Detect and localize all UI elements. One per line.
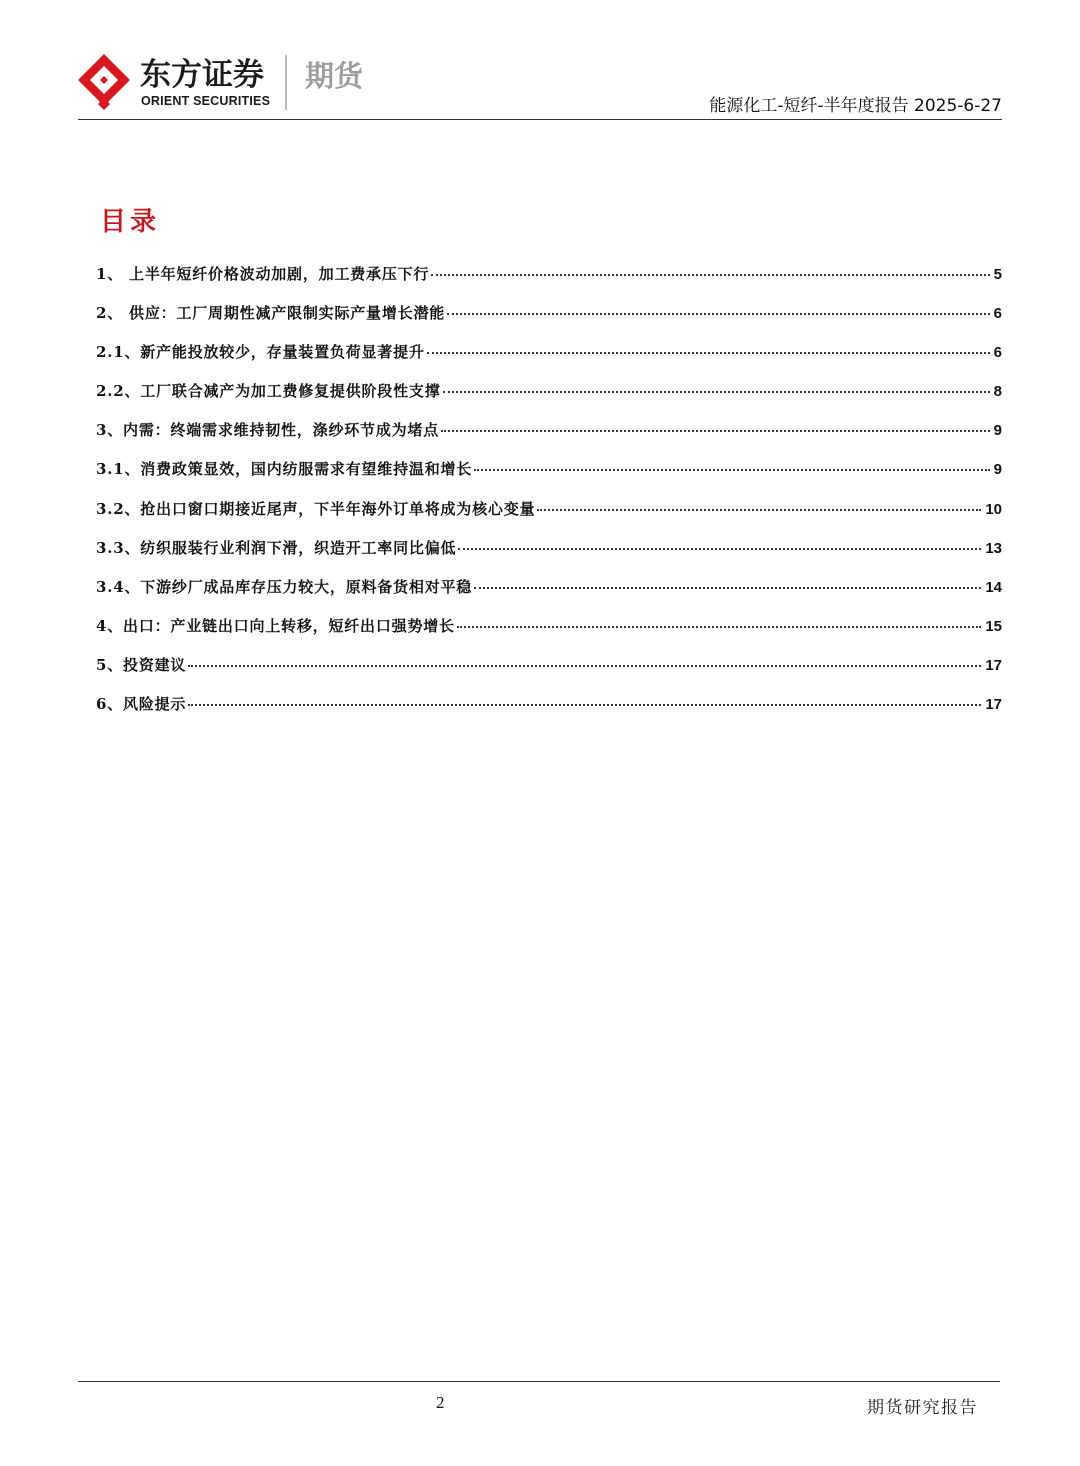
toc-entry-title[interactable]: 1、 上半年短纤价格波动加剧，加工费承压下行 [96,265,430,283]
toc-entry[interactable] [96,341,1002,380]
toc-entry[interactable] [96,302,1002,341]
toc-entry-page[interactable]: 10 [985,500,1002,518]
toc-entry-title[interactable]: 4、出口：产业链出口向上转移，短纤出口强势增长 [96,616,455,635]
toc-entry-title[interactable]: 3.2、抢出口窗口期接近尾声，下半年海外订单将成为核心变量 [96,499,536,518]
toc-entry[interactable] [96,654,1002,693]
toc-entry-title[interactable]: 3.1、消费政策显效，国内纺服需求有望维持温和增长 [96,460,473,479]
toc-entry-title[interactable]: 2.2、工厂联合减产为加工费修复提供阶段性支撑 [96,382,441,401]
toc-leader-dots [188,665,981,667]
toc-leader-dots [443,391,990,393]
toc-entry-page[interactable]: 6 [993,344,1002,362]
toc-leader-dots [474,587,981,589]
toc-entry-page[interactable]: 17 [985,656,1002,674]
toc-leader-dots [427,352,990,354]
toc-leader-dots [441,430,990,432]
brand-subtitle: 期货 [305,59,364,93]
report-title: 能源化工-短纤-半年度报告 2025-6-27 [709,96,1002,116]
toc-entry-page[interactable]: 9 [993,422,1002,440]
toc-entry[interactable] [96,419,1002,458]
header-divider [78,119,1002,120]
brand-name-cn: 东方证券 [140,57,264,93]
toc-entry-title[interactable]: 3.4、下游纱厂成品库存压力较大，原料备货相对平稳 [96,577,473,596]
footer-label: 期货研究报告 [867,1398,978,1418]
toc-entry[interactable] [96,498,1002,537]
toc-entry[interactable] [96,263,1002,302]
brand-name-en: ORIENT SECURITIES [141,94,271,108]
toc-leader-dots [537,509,981,511]
toc-heading: 目录 [100,207,161,237]
orient-securities-logo-icon [78,54,130,112]
toc-entry-title[interactable]: 3.3、纺织服装行业利润下滑，织造开工率同比偏低 [96,538,457,557]
toc-entry-page[interactable]: 8 [993,383,1002,401]
toc-entry[interactable] [96,380,1002,419]
toc-entry-page[interactable]: 17 [985,696,1002,714]
brand-divider [285,55,287,110]
toc-entry-page[interactable]: 14 [985,578,1002,596]
toc-entry[interactable] [96,615,1002,654]
toc-entry[interactable] [96,693,1002,732]
toc-leader-dots [474,469,990,471]
toc-entry[interactable] [96,576,1002,615]
toc-leader-dots [447,313,990,315]
toc-entry-page[interactable]: 5 [993,266,1002,283]
toc-leader-dots [431,274,989,276]
toc-entry-title[interactable]: 3、内需：终端需求维持韧性，涤纱环节成为堵点 [96,421,440,440]
toc-leader-dots [457,626,981,628]
toc-entry-title[interactable]: 2、 供应：工厂周期性减产限制实际产量增长潜能 [96,304,446,323]
footer-divider [78,1381,1000,1382]
toc-entry-title[interactable]: 5、投资建议 [96,655,187,674]
toc-entry[interactable] [96,537,1002,576]
toc-entry-title[interactable]: 6、风险提示 [96,695,187,714]
toc-entry-page[interactable]: 15 [985,617,1002,635]
toc-entry-page[interactable]: 13 [985,539,1002,557]
page-number: 2 [436,1393,445,1412]
toc-entry-title[interactable]: 2.1、新产能投放较少，存量装置负荷显著提升 [96,343,425,362]
toc-leader-dots [188,704,981,706]
table-of-contents [96,263,1002,732]
toc-leader-dots [458,548,981,550]
toc-entry-page[interactable]: 9 [993,461,1002,479]
toc-entry[interactable] [96,458,1002,497]
toc-entry-page[interactable]: 6 [993,305,1002,323]
